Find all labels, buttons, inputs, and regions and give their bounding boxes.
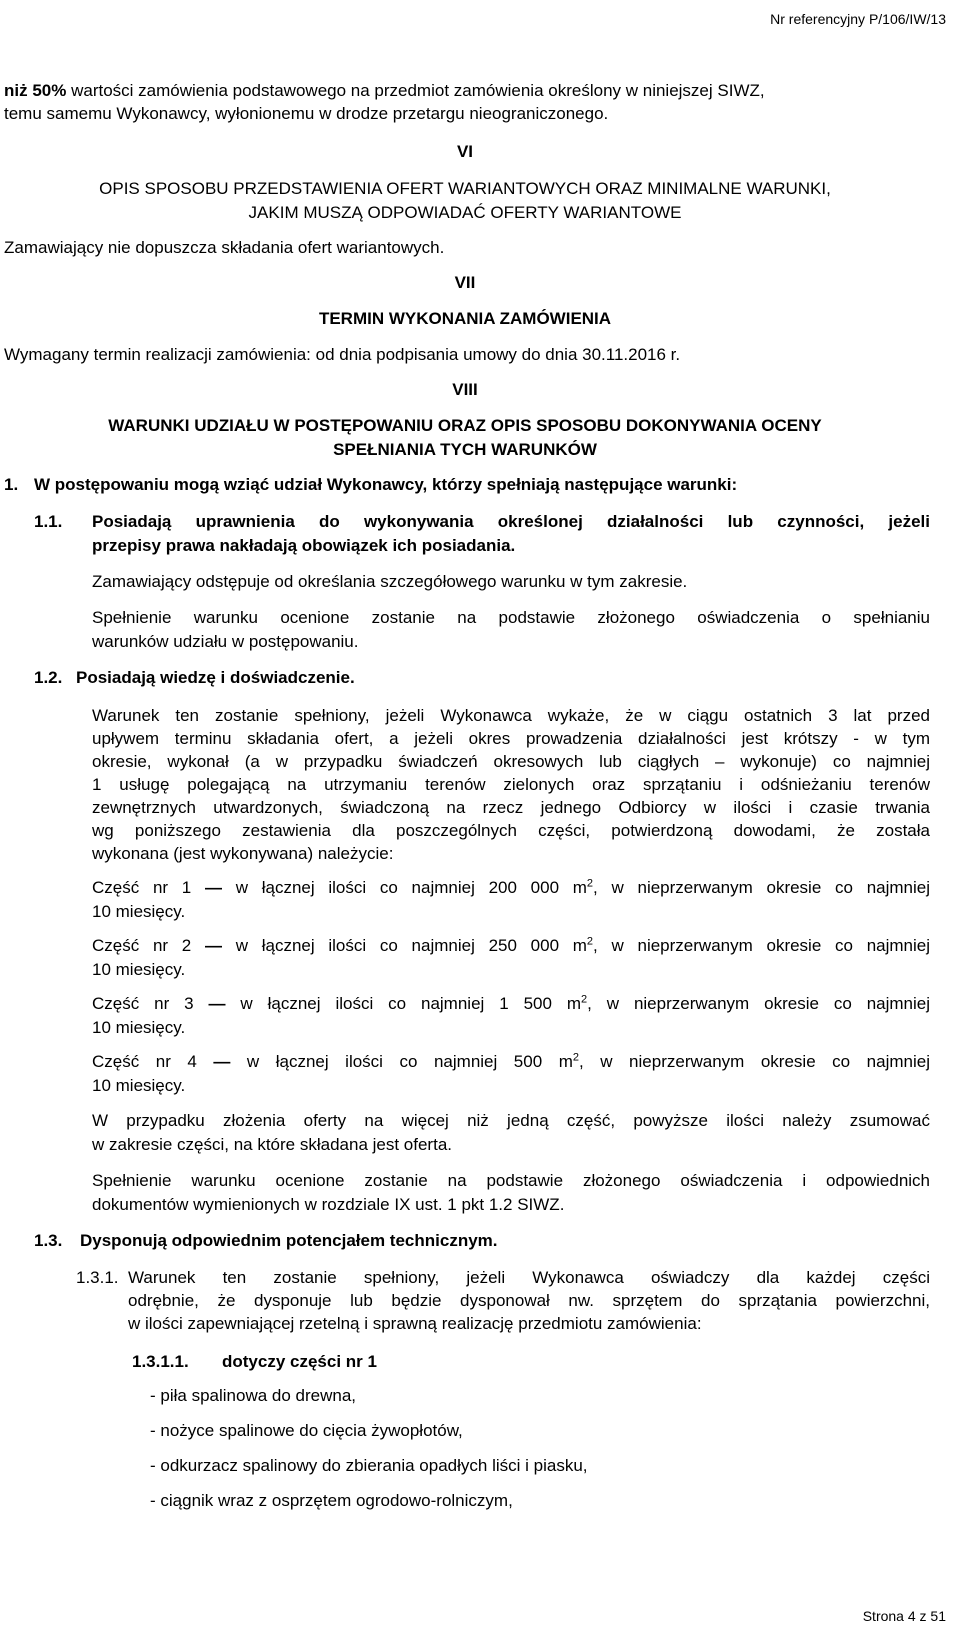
part-2-sup: 2 xyxy=(586,935,594,948)
item-1-3-1-line-1: Warunek ten zostanie spełniony, jeżeli Wykonawca oświadczy dla każdej części xyxy=(128,1268,930,1287)
item-1-2-paragraph-2-line-2: w zakresie części, na które składana jest oferta. xyxy=(92,1135,452,1154)
item-1-3-1-line-3: w ilości zapewniającej rzetelną i sprawną realizację przedmiotu zamówienia: xyxy=(128,1314,702,1333)
section-viii-title-2: SPEŁNIANIA TYCH WARUNKÓW xyxy=(333,440,597,459)
item-1-number: 1. xyxy=(4,475,19,494)
part-1-line-1 xyxy=(92,876,930,899)
part-4-line-2: 10 miesięcy. xyxy=(92,1076,186,1095)
item-1-2-paragraph-line-6: wg poniższego zestawienia dla poszczególnych części, potwierdzoną dowodami, że została xyxy=(92,821,930,840)
item-1-1-number: 1.1. xyxy=(34,512,63,531)
item-1-3-number: 1.3. xyxy=(34,1231,63,1250)
intro-line-2: temu samemu Wykonawcy, wyłonionemu w drodze przetargu nieograniczonego. xyxy=(4,104,609,123)
item-1-1-paragraph-1: Zamawiający odstępuje od określania szczegółowego warunku w tym zakresie. xyxy=(92,572,688,591)
section-viii-title-1: WARUNKI UDZIAŁU W POSTĘPOWANIU ORAZ OPIS SPOSOBU DOKONYWANIA OCENY xyxy=(108,416,822,435)
section-viii-numeral: VIII xyxy=(452,380,478,399)
part-1-line-2: 10 miesięcy. xyxy=(92,902,186,921)
item-1-3-1-number: 1.3.1. xyxy=(76,1268,119,1287)
part-3-quantity: w łącznej ilości co najmniej 1 500 m xyxy=(225,994,582,1013)
item-1-text: W postępowaniu mogą wziąć udział Wykonawcy, którzy spełniają następujące warunki: xyxy=(34,475,738,494)
item-1-2-paragraph-2-line-1: W przypadku złożenia oferty na więcej niż jedną część, powyższe ilości należy zsumować xyxy=(92,1111,930,1130)
part-4-line-1 xyxy=(92,1050,930,1073)
part-2-period: , w nieprzerwanym okresie co najmniej xyxy=(593,936,930,955)
section-vii-body: Wymagany termin realizacji zamówienia: od dnia podpisania umowy do dnia 30.11.2016 r. xyxy=(4,345,681,364)
part-1-period: , w nieprzerwanym okresie co najmniej xyxy=(593,878,930,897)
item-1-1-paragraph-2-line-1: Spełnienie warunku ocenione zostanie na podstawie złożonego oświadczenia o spełnianiu xyxy=(92,608,930,627)
part-2-line-1 xyxy=(92,934,930,957)
item-1-2-paragraph-3-line-2: dokumentów wymienionych w rozdziale IX ust. 1 pkt 1.2 SIWZ. xyxy=(92,1195,565,1214)
part-4-dash: — xyxy=(213,1052,231,1071)
equipment-item-2: - nożyce spalinowe do cięcia żywopłotów, xyxy=(150,1421,463,1440)
part-4-label: Część nr 4 xyxy=(92,1052,214,1071)
part-3-sup: 2 xyxy=(581,993,588,1006)
item-1-2-paragraph-line-1: Warunek ten zostanie spełniony, jeżeli Wykonawca wykaże, że w ciągu ostatnich 3 lat przed xyxy=(92,706,930,725)
part-3-line-1 xyxy=(92,992,930,1015)
part-1-label: Część nr 1 xyxy=(92,878,205,897)
intro-bold-prefix: niż 50% xyxy=(4,81,67,100)
section-vi-numeral: VI xyxy=(456,142,474,161)
item-1-2-paragraph-line-7: wykonana (jest wykonywana) należycie: xyxy=(92,844,394,863)
item-1-2-paragraph-line-5: zewnętrznych utwardzonych, świadczoną na rzecz jednego Odbiorcy w ilości i czasie trwania xyxy=(92,798,930,817)
part-1-sup: 2 xyxy=(586,877,594,890)
page-number: Strona 4 z 51 xyxy=(862,1608,946,1624)
item-1-3-1-1-title: dotyczy części nr 1 xyxy=(222,1352,377,1371)
item-1-1-line-2: przepisy prawa nakładają obowiązek ich posiadania. xyxy=(92,536,516,555)
part-4-quantity: w łącznej ilości co najmniej 500 m xyxy=(230,1052,573,1071)
part-4-period: , w nieprzerwanym okresie co najmniej xyxy=(579,1052,930,1071)
section-vii-numeral: VII xyxy=(454,273,476,292)
item-1-2-paragraph-line-4: 1 usługę polegającą na utrzymaniu terenów zielonych oraz sprzątaniu i odśnieżaniu terenów xyxy=(92,775,930,794)
equipment-item-4: - ciągnik wraz z osprzętem ogrodowo-rolniczym, xyxy=(150,1491,513,1510)
part-3-label: Część nr 3 xyxy=(92,994,209,1013)
item-1-3-1-1-number: 1.3.1.1. xyxy=(132,1352,189,1371)
intro-line-1-rest: wartości zamówienia podstawowego na przedmiot zamówienia określony w niniejszej SIWZ, xyxy=(66,81,765,100)
item-1-2-paragraph-line-2: upływem terminu składania ofert, a jeżeli okres prowadzenia działalności jest krótszy - w tym xyxy=(92,729,930,748)
part-1-quantity: w łącznej ilości co najmniej 200 000 m xyxy=(221,878,587,897)
item-1-1-paragraph-2-line-2: warunków udziału w postępowaniu. xyxy=(92,632,359,651)
item-1-3-1-line-2: odrębnie, że dysponuje lub będzie dysponował nw. sprzętem do sprzątania powierzchni, xyxy=(128,1291,930,1310)
part-2-label: Część nr 2 xyxy=(92,936,205,955)
part-3-period: , w nieprzerwanym okresie co najmniej xyxy=(587,994,931,1013)
intro-line-1 xyxy=(4,79,944,102)
equipment-item-3: - odkurzacz spalinowy do zbierania opadłych liści i piasku, xyxy=(150,1456,588,1475)
part-2-quantity: w łącznej ilości co najmniej 250 000 m xyxy=(221,936,587,955)
part-2-dash: — xyxy=(204,936,222,955)
section-vi-body: Zamawiający nie dopuszcza składania ofert wariantowych. xyxy=(4,238,445,257)
item-1-2-title: Posiadają wiedzę i doświadczenie. xyxy=(76,668,355,687)
equipment-item-1: - piła spalinowa do drewna, xyxy=(150,1386,357,1405)
section-vi-title-1: OPIS SPOSOBU PRZEDSTAWIENIA OFERT WARIANTOWYCH ORAZ MINIMALNE WARUNKI, xyxy=(99,179,831,198)
item-1-2-paragraph-line-3: okresie, wykonał (a w przypadku świadczeń okresowych lub ciągłych – wykonuje) co najmniej xyxy=(92,752,930,771)
item-1-2-paragraph-3-line-1: Spełnienie warunku ocenione zostanie na podstawie złożonego oświadczenia i odpowiednich xyxy=(92,1171,930,1190)
part-3-line-2: 10 miesięcy. xyxy=(92,1018,186,1037)
part-1-dash: — xyxy=(204,878,222,897)
section-vii-title: TERMIN WYKONANIA ZAMÓWIENIA xyxy=(318,309,612,328)
item-1-3-title: Dysponują odpowiednim potencjałem technicznym. xyxy=(80,1231,498,1250)
reference-number: Nr referencyjny P/106/IW/13 xyxy=(770,11,946,27)
part-3-dash: — xyxy=(208,994,226,1013)
part-4-sup: 2 xyxy=(572,1051,579,1064)
section-vi-title-2: JAKIM MUSZĄ ODPOWIADAĆ OFERTY WARIANTOWE xyxy=(248,203,682,222)
item-1-1-line-1: Posiadają uprawnienia do wykonywania określonej działalności lub czynności, jeżeli xyxy=(92,512,930,531)
item-1-2-number: 1.2. xyxy=(34,668,63,687)
part-2-line-2: 10 miesięcy. xyxy=(92,960,186,979)
